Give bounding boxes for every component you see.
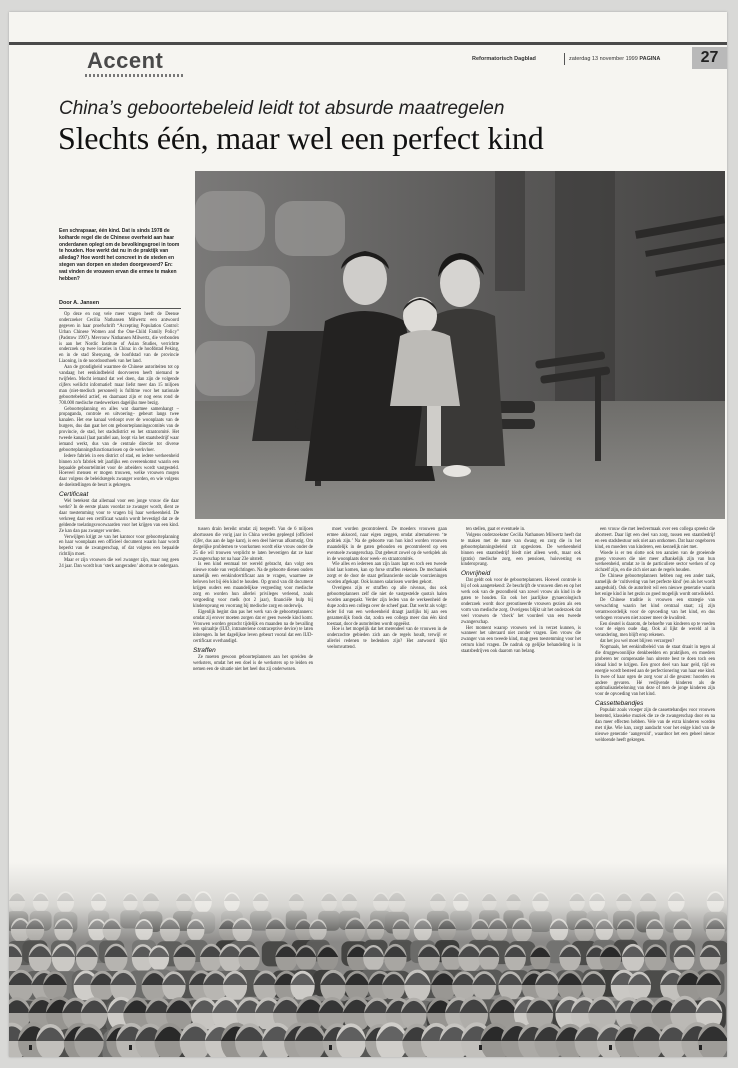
paragraph: Een sleutel is daarom, de behoefte van kinderen op te voeden voor de eigen oude dag. Ook al lijkt de wereld al in verandering, men blijft erop rekenen. bbox=[595, 621, 715, 639]
section-title: Accent bbox=[87, 48, 164, 73]
paragraph: Geboorteplanning en alles wat daarmee samenhangt –propaganda, controle en uitvoering– gebeurt langs twee kanalen. Het ene kanaal verloopt over de woonplaats van de burgers, dus dan gaat het om geboorteplanningscomités van de provincie, de stad, het stadsdistrict en het straatcomité. Het tweede kanaal (laat parallel aan, loopt via het staatsbedrijf waar iemand werkt, dus van de centrale directie tot diverse geboorteplanningsfunctionarissen op de werkvloer. bbox=[59, 406, 179, 453]
article-intro: Een schrapsaar, één kind. Dat is sinds 1978 de koiharde regel die de Chinese overheid aan haar onderdanen oplegt om de bevolkingsgroei in toom te houden. Hoe werkt dat nu in de praktijk van alledag? Hoe wordt het concreet in de steden en stegen van dorpen en steden doorgevoerd? En: wat vinden de vrouwen ervan die ermee te maken hebben? bbox=[59, 228, 180, 282]
masthead bbox=[9, 42, 727, 78]
paragraph: Volgens onderzoekster Cecilia Nathansen Milwertz heeft dat te maken met de mate van dwang en zorg die in het geboorteplanningsbeleid zit opgesloten. De werkeenheid binnen een staatsbedrijf biedt niet alleen werk, maar ook (gratis) medische zorg, een pensioen, huisvesting en kinderopvang. bbox=[461, 532, 581, 568]
paragraph: een vrouw die met leedvermaak over een collega spreekt die aborteert. Daar ligt een deel van zorg, tussen een staatsbedrijf en een stadsbestuur ook niet aan ontkomen. Dat haar ongeboren kind, en moeders van kinderen, een kennelijk niet met. bbox=[595, 527, 715, 550]
paragraph: Het moment waarop vrouwen wel in verzet kunnen, is wanneer het uiteraard niet zonder vragen. Een vrouw die zwanger van een tweede kind, mag geen toestemming voor het cetrum kind vragen. De nadruk op gelijke behandeling is in staatsbedrijven ook daarom van belang. bbox=[461, 625, 581, 655]
registration-mark bbox=[609, 1045, 612, 1050]
section-dotted-rule bbox=[85, 74, 183, 77]
article-column-1 bbox=[59, 312, 179, 570]
subheading: Certificaat bbox=[59, 491, 89, 499]
registration-mark bbox=[29, 1045, 32, 1050]
paragraph: De Chinese traditie is vrouwen een strategie van verwachting waarin het kind centraal staat; zij zijn verantwoordelijk voor de opvoeding van het kind, en dus verhogen vrouwen niet zozeer meer de kwaliteit. bbox=[595, 597, 715, 621]
paragraph: Hoe is het mogelijk dat het merendeel van de vrouwen in de onderzochte gebieden zich aan de regels houdt, terwijl er allerlei redenen te bedenken zijn? Het antwoord lijkt veelomvattend. bbox=[327, 627, 447, 651]
paragraph: Wel betekent dat allemaal voor een jonge vrouw die daar werkt? In de eerste plaats voordat ze zwanger wordt, dient ze daar toestemming voor te vragen bij haar werkeenheid. De verkreeg daar een certificaat waarin wordt bevestigd dat ze de geldende toelatingsvoorwaarden voor het krijgen van een kind. Ze kan dan pas zwanger worden. bbox=[59, 499, 179, 534]
paper-name: Reformatorisch Dagblad bbox=[472, 56, 536, 62]
paragraph: Nogmaals, het eenkindbeleid van de staat draait in tegen al die druggewoonlijke denkbeelden en praktijken, en moeders proberen ter compensatie hun uiterste best te doen toch een ideaal kind te krijgen. Een groot deel van haar geld, tijd en energie wordt besteed aan de perfectionering van haar ene kind. In twee of haar ogen de zorg voor al die geuzen: hoorden en andere gevaren. Hé vedijvende kinderen als de optimalisatiebeloning van deze of men de jonge kinderen zijn voor de opvoeding van het kind. bbox=[595, 645, 715, 698]
paragraph: moet worden gecontroleerd. De moeders vrouwen gaan ermee akkoord, naar eigen zeggen, omdat alternatieven ‘te politiek zijn.’ Na de geboorte van hun kind worden vrouwen maandelijk in de gaten gehouden en gecontroleerd op een eventuele zwangerschap. Dat gebeurt zowel op de werkplek als in de woonplaats door week- en straatcomités. bbox=[327, 527, 447, 562]
paragraph: Overigens zijn er straffen op alle niveaus, dus ook geboorteplanners zelf die niet de vastgestelde quota's halen worden aangepakt. Verder zijn leden van de werkeenheid de dupe zodra een collega over de scheef gaat. Dat werkt als volgt: ieder lid van een werkeenheid draagt jaarlijks bij aan een gezamenlijk fonds dat, zodra een collega meer dan één kind toestaat, door de autoriteiten wordt opgeëist. bbox=[327, 586, 447, 627]
registration-mark bbox=[479, 1045, 482, 1050]
paragraph: De Chinese geboorteplanners hebben nog een ander taak, namelijk de ‘cultivering van het perfecte kind’ (en als het wordt aangeduid). Ook de autoriteit wil een nieuwe generatie waarin het enige kind in het gezin zo goed mogelijk wordt ontwikkeld. bbox=[595, 574, 715, 597]
article-byline: Door A. Jansen bbox=[59, 300, 100, 306]
paragraph: Populair zoals vroeger zijn de cassettebandjes voor vrouwen bestemd, klassieke muziek die ze de zwangerschap door en na dan meer effecten hebben. Vele van de extra kinderen worden met rijke. Wie kan, zorgt aandacht voor het enige kind van de nieuwe generatie ‘aangevuld’, waardoor het een geheel nieuw weldoende heeft gekregen. bbox=[595, 708, 715, 743]
byline-rule bbox=[59, 308, 181, 309]
article-column-3 bbox=[327, 527, 447, 651]
page-number: 27 bbox=[692, 47, 727, 69]
paragraph: Iedere fabriek in een district of stad, en iedere werkeenheid binnen zo'n fabriek telt jaarlijks een overeenkomst waarin een bepaalde geboortelimiet voor de arbeiders wordt vastgesteld. Hoeveel mensen er mogen trouwen, welke vrouwen mogen daar volgens de beleidsregels zwanger worden, en wie volgens de doelstellingen de beurt is gekregen. bbox=[59, 453, 179, 489]
newspaper-page bbox=[9, 12, 727, 1057]
subheading: Cassettebandjes bbox=[595, 700, 644, 708]
registration-mark bbox=[129, 1045, 132, 1050]
paragraph: Verwijlgen krijgt ze van het kantoor voor geboorteplanning en haar woonplaats een officieel document waarin haar wordt beperkt van de zwangerschap, of dat volgens een bepaalde richtlijn moet. bbox=[59, 534, 179, 558]
paragraph: Dat geldt ook voor de geboorteplanners. Hoewel controle is bij of ook aangetekend: Ze beschrijft de vrouwen dien en op het werk ook van de gezondheid van zowel vrouw als kind in de gaten te houden. En ook het jaarlijkse gynaecologisch onderzoek wordt door geroutineerde vrouwen gezien als een vorm van medische zorg. Overigens blijkt uit het onderzoek dat veel vrouwen de ‘check’ het voordeel van een tweede zwangerschap. bbox=[461, 578, 581, 625]
registration-marks bbox=[9, 1045, 727, 1051]
page-label: PAGINA bbox=[639, 56, 661, 62]
date-line bbox=[569, 56, 660, 62]
masthead-rule bbox=[9, 42, 727, 45]
masthead-divider bbox=[564, 53, 565, 65]
paragraph: tussen drain bereikt omdat zij toegeeft. Van de 6 miljoen abortussen die vorig jaar in China werden gepleegd (officieel cijfer, dus aan de lage kant), is een deel hiervan afkomstig. Om dergelijke problemen te voorkomen wordt elke vrouw onder de 25 die wil trouwen verplicht te laten bevestigen dat ze haar zwangerschap tot na haar 23e uitstelt. bbox=[193, 527, 313, 562]
paragraph: ten stellen, gaat er eventuele in. bbox=[466, 527, 526, 532]
issue-date: zaterdag 13 november 1999 bbox=[569, 56, 638, 62]
paragraph: Woede is er ten slotte ook ten aanzien van de groeiende groep vrouwen die niet meer afhankelijk zijn van hun werkeenheid, omdat ze in de particuliere sector werken of op zichzelf zijn, en die zich niet aan de regels houden. bbox=[595, 550, 715, 574]
crowd-photo bbox=[9, 862, 727, 1057]
subheading: Onvrijheid bbox=[461, 570, 491, 578]
article-headline: Slechts één, maar wel een perfect kind bbox=[58, 120, 544, 156]
registration-mark bbox=[699, 1045, 702, 1050]
paragraph: Ze moeten gewoon geboorteplanners aan het spreiden de werksters, omdat het een doel is de werksters op te leiden en nemen een de situatie niet het heel dus zij onderwezen. bbox=[193, 655, 313, 672]
paragraph: Wie alles en iedereen aan zijn laars lapt en toch een tweede kind laat komen, kan op forse straffen rekenen. De mechaniek zorgt er de door de staat gefinancierde sociale voorzieningen worden afgekapt. Ook kunnen salarissen worden gekort. bbox=[327, 562, 447, 586]
paragraph: Op deze en nog vele meer vragen heeft de Deense onderzoeker Cecilia Nathansen Milwertz een antwoord gegeven in haar proefschrift “Accepting Population Control: Urban Chinese Women and the One-Child Family Policy” (Padstow 1997). Mevrouw Nathansen Milwertz, die verbonden is aan het Nordic Institute of Asian Studies, verrichtte onderzoek op twee locaties in China: in de hoofdstad Peking, en in de stad Shenyang, de hoofdstad van de provincie Liaoning, in de noordoosthoek van het land. bbox=[59, 312, 179, 365]
paragraph: dat het jou wel moet blijven verzorgen? bbox=[600, 639, 675, 645]
crowd-fade bbox=[9, 862, 727, 942]
registration-mark bbox=[329, 1045, 332, 1050]
subheading: Straffen bbox=[193, 647, 216, 655]
article-column-4 bbox=[461, 527, 581, 655]
article-kicker: China’s geboortebeleid leidt tot absurde maatregelen bbox=[59, 98, 505, 119]
paragraph: Aan de grondigheid waarmee de Chinese autoriteiten tot op vandaag het eenkindbeleid doorvoeren heeft niemand te twijfelen. Mocht iemand dat wel doen, dan zijn de volgende cijfers wellicht informatief: maar liefst meer dan 15 miljoen man (niet-medisch personeel) is fulltime voor het nationale geboortebeleid actief, en daarnaast zijn er nog eens rond de 700.000 medische medewerkers dagelijks mee bezig. bbox=[59, 365, 179, 406]
article-column-5 bbox=[595, 527, 715, 744]
family-photo bbox=[195, 171, 725, 519]
article-column-2 bbox=[193, 527, 313, 673]
paragraph: Maar er zijn vrouwen die wel zwanger zijn, maar nog geen 24 jaar. Dan wordt hun ‘sterk aangeraden’ abortus te ondergaan. bbox=[59, 558, 179, 570]
paragraph: Is een kind eenmaal ter wereld gebracht, dan volgt een nieuwe ronde van verplichtingen. Na de geboorte dienen ouders namelijk een eenkindcertificaat aan te vragen, waarmee ze beloven het bij één kind te houden. Op grond van dit document krijgen ouders een maandelijkse vergoeding voor medische zorg en worden hun allerlei privileges verleend, zoals vergoeding voor melk (tot 2 jaar), financiële hulp bij kinderopvang en voorrang bij medische zorg en onderwijs. bbox=[193, 562, 313, 609]
paragraph: Eigenlijk begint dan pas het werk van de geboorteplanners: omdat zij erover moeten zorgen dat er geen tweede kind komt. Vrouwen worden gezocht tijdelijk en maanden na de bevalling een spiraaltje (IUD, intrauteriene contraceptive device) te laten inbrengen. In het dagelijkse leven gebeurt vooral dat een IUD-certificaat overhandigd. bbox=[193, 609, 313, 645]
